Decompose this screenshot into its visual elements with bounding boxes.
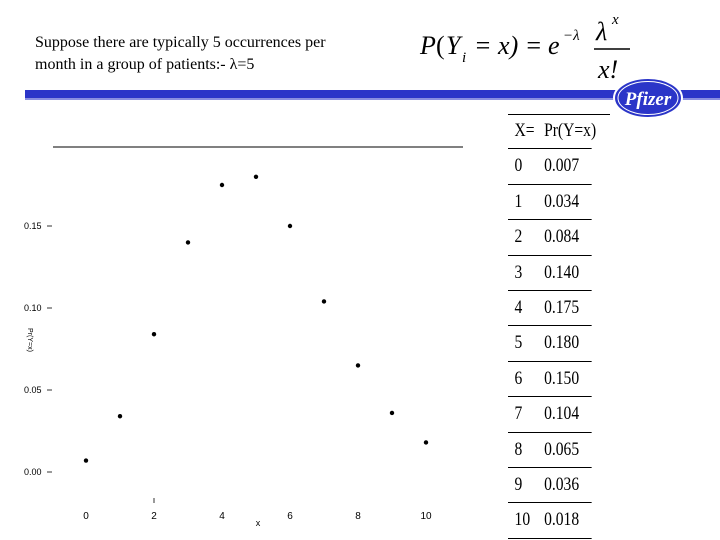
formula-e: e: [548, 31, 560, 60]
y-tick-label: 0.10: [24, 303, 42, 313]
table-row: [508, 362, 592, 397]
data-point: [390, 411, 394, 415]
table-row: [508, 220, 592, 255]
table-row: [508, 326, 592, 361]
x-tick-label: 10: [420, 511, 432, 522]
pfizer-logo: [612, 76, 684, 120]
y-axis-label: Pr(Y=x): [26, 328, 33, 352]
data-point: [186, 240, 190, 244]
table-cell-probability: 0.175: [544, 296, 580, 318]
table-row: [508, 503, 592, 538]
data-point: [322, 299, 326, 303]
y-tick-label: 0.15: [24, 221, 42, 231]
table-row: [508, 256, 592, 291]
table-cell-probability: 0.084: [544, 226, 580, 248]
probability-table: [508, 114, 610, 539]
table-cell-x: X=: [514, 120, 535, 141]
y-tick-label: 0.00: [24, 467, 42, 477]
table-row: [508, 291, 592, 326]
table-row: [508, 185, 592, 220]
data-point: [356, 363, 360, 367]
formula-num-exp: x: [612, 12, 619, 28]
table-cell-x: 7: [514, 403, 523, 425]
table-row: [508, 433, 592, 468]
svg-text:Pfizer: Pfizer: [624, 89, 672, 110]
table-cell-probability: 0.018: [544, 509, 580, 531]
table-row: [508, 468, 592, 503]
x-tick-label: 6: [287, 511, 293, 522]
table-cell-x: 6: [514, 367, 523, 389]
title-line-2: month in a group of patients:- λ=5: [35, 56, 255, 73]
data-point: [288, 224, 292, 228]
table-cell-x: 10: [514, 509, 531, 531]
table-cell-x: 3: [514, 261, 523, 283]
table-cell-x: 4: [514, 296, 523, 318]
data-point: [424, 440, 428, 444]
x-tick-label: 8: [355, 511, 361, 522]
table-cell-x: 9: [514, 473, 523, 495]
formula-numerator: λ: [596, 17, 608, 46]
poisson-scatter-plot: [0, 100, 500, 540]
x-axis-label: x: [255, 518, 261, 528]
x-tick-label: 4: [219, 511, 225, 522]
table-cell-probability: 0.036: [544, 473, 580, 495]
title-line-1: Suppose there are typically 5 occurrences per: [35, 34, 326, 51]
table-header-row: [508, 114, 597, 149]
data-point: [220, 183, 224, 187]
slide-title: [35, 32, 415, 76]
table-cell-x: 2: [514, 226, 523, 248]
table-cell-x: 1: [514, 190, 523, 212]
table-cell-probability: 0.034: [544, 190, 580, 212]
table-cell-x: 8: [514, 438, 523, 460]
poisson-formula: [418, 6, 638, 86]
formula-sub: i: [462, 50, 467, 66]
data-point: [254, 175, 258, 179]
table-cell-x: 0: [514, 155, 523, 177]
data-point: [84, 458, 88, 462]
table-row: [508, 149, 592, 184]
data-point: [152, 332, 156, 336]
formula-denominator: x!: [598, 55, 619, 84]
formula-exp: −λ: [563, 28, 580, 44]
formula-p: P: [420, 31, 436, 60]
x-tick-label: 0: [83, 511, 89, 522]
formula-lhs-rest: = x) =: [474, 31, 543, 60]
table-cell-probability: Pr(Y=x): [544, 120, 597, 141]
data-points: [84, 175, 428, 463]
data-point: [118, 414, 122, 418]
formula-paren-open: (: [436, 31, 445, 60]
table-cell-probability: 0.140: [544, 261, 580, 283]
formula-y: Y: [446, 31, 461, 60]
table-cell-probability: 0.007: [544, 155, 580, 177]
table-cell-x: 5: [514, 332, 523, 354]
table-row: [508, 397, 592, 432]
table-cell-probability: 0.180: [544, 332, 580, 354]
x-tick-label: 2: [151, 511, 157, 522]
table-cell-probability: 0.104: [544, 403, 580, 425]
table-cell-probability: 0.150: [544, 367, 580, 389]
y-tick-label: 0.05: [24, 385, 42, 395]
table-cell-probability: 0.065: [544, 438, 580, 460]
